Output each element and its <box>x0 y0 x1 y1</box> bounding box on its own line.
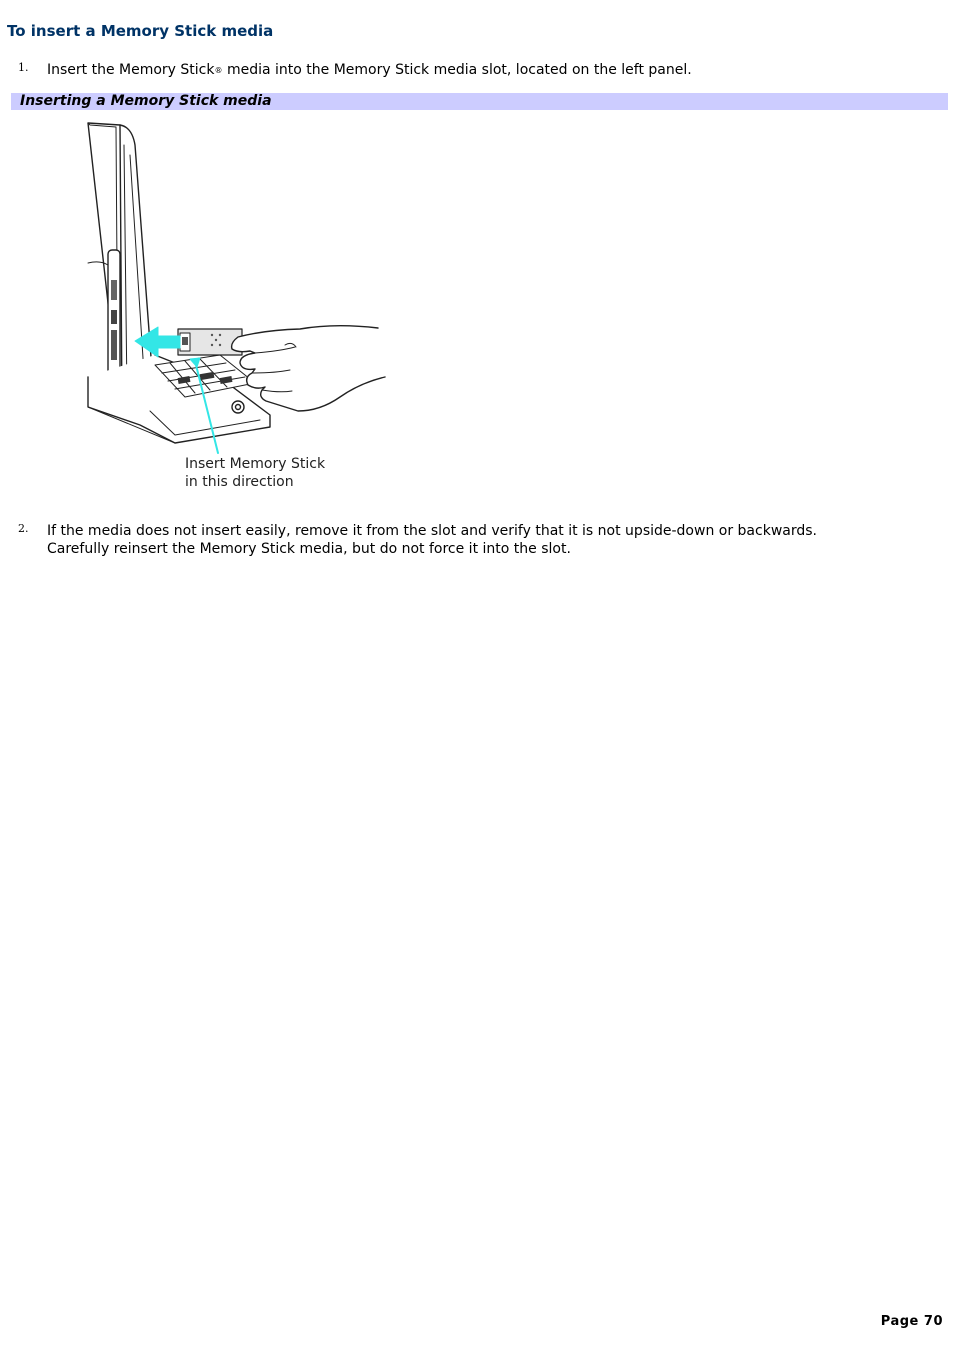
page-heading: To insert a Memory Stick media <box>7 22 274 40</box>
hand <box>232 326 385 411</box>
callout-line-2: in this direction <box>185 474 294 490</box>
step-text: Insert the Memory Stick® media into the Memory Stick media slot, located on the left panel. <box>47 62 692 78</box>
registered-mark: ® <box>214 66 223 75</box>
memory-stick-insertion-illustration <box>80 115 400 500</box>
page-number: Page 70 <box>880 1314 943 1329</box>
figure-caption: Inserting a Memory Stick media <box>20 93 272 109</box>
figure-caption-bar <box>11 93 948 110</box>
step-1 <box>18 61 692 80</box>
step-text-line-2: Carefully reinsert the Memory Stick media, but do not force it into the slot. <box>47 541 571 557</box>
step-number: 1. <box>18 61 29 74</box>
callout-line-1: Insert Memory Stick <box>185 456 326 472</box>
step-text-line-1: If the media does not insert easily, remove it from the slot and verify that it is not upside-down or backwards. <box>47 523 817 539</box>
step-2 <box>18 522 817 558</box>
step-number: 2. <box>18 522 29 535</box>
figure-callout <box>185 455 325 491</box>
